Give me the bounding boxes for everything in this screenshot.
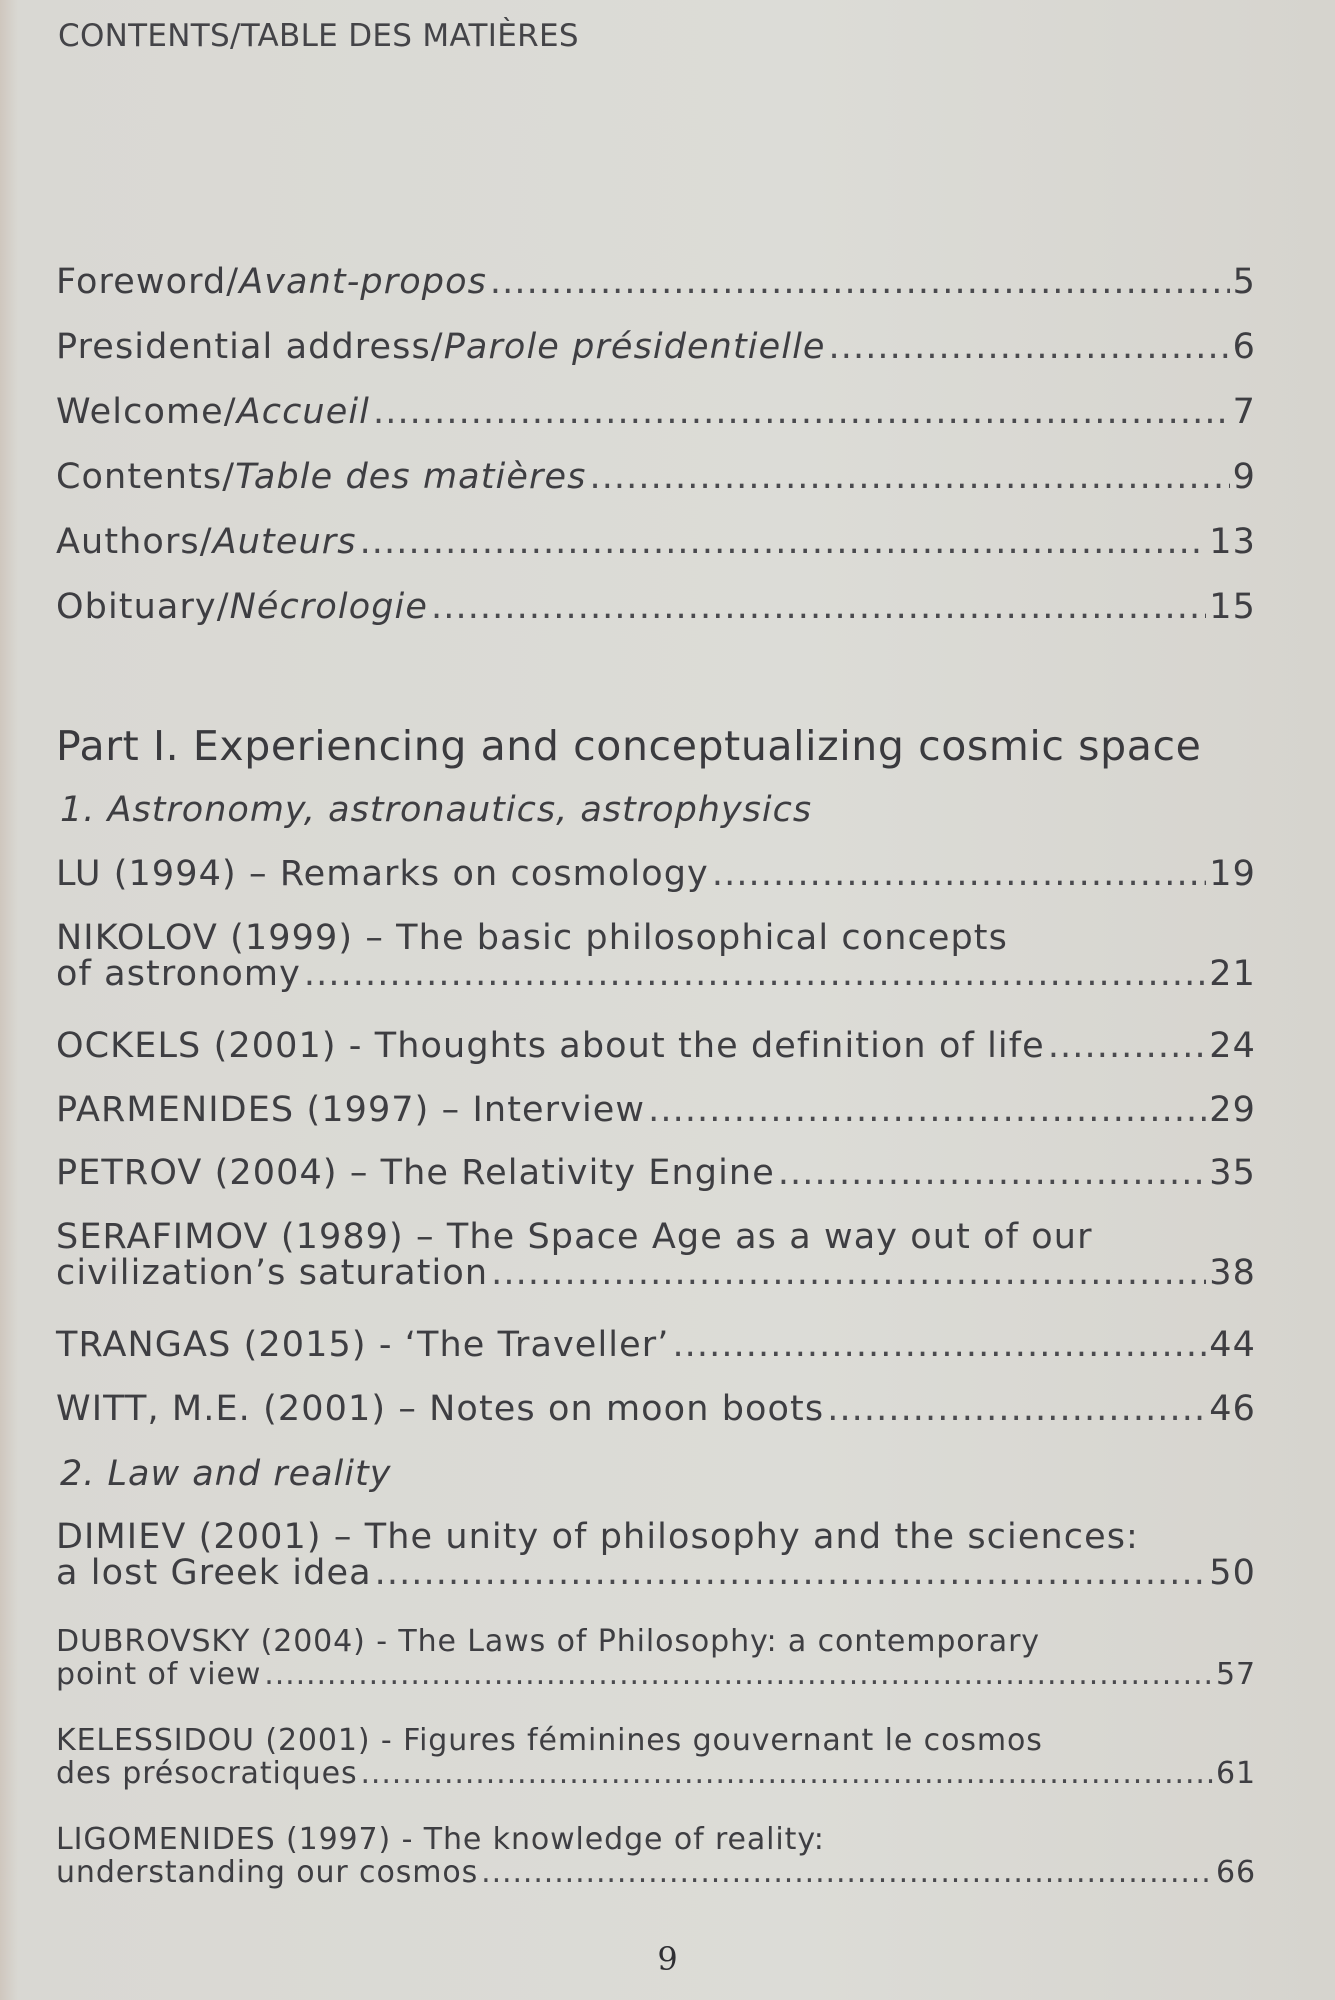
toc-entry-welcome[interactable]: Welcome/Accueil ..... 7 <box>56 392 1256 432</box>
toc-entry[interactable]: KELESSIDOU (2001) - Figures féminines gouvernant le cosmos des présocratiques ..... 61 <box>56 1723 1256 1791</box>
page-ref: 13 <box>1209 522 1256 562</box>
dot-leader <box>829 327 1230 367</box>
page-ref: 50 <box>1209 1553 1256 1593</box>
toc-entry[interactable]: NIKOLOV (1999) – The basic philosophical concepts of astronomy ..... 21 <box>56 918 1256 994</box>
page-ref: 6 <box>1232 327 1256 367</box>
page-ref: 38 <box>1209 1253 1256 1293</box>
toc-entry[interactable]: TRANGAS (2015) - ‘The Traveller’ ..... 44 <box>56 1325 1256 1365</box>
toc-entry[interactable]: PETROV (2004) – The Relativity Engine ..... 35 <box>56 1153 1256 1193</box>
toc-entry-contents[interactable]: Contents/Table des matières ..... 9 <box>56 457 1256 497</box>
toc-entry[interactable]: PARMENIDES (1997) – Interview ..... 29 <box>56 1090 1256 1130</box>
page-ref: 9 <box>1232 457 1256 497</box>
running-title: CONTENTS/TABLE DES MATIÈRES <box>58 18 579 54</box>
toc-entry[interactable]: SERAFIMOV (1989) – The Space Age as a way out of our civilization’s saturation ..... 38 <box>56 1217 1256 1293</box>
toc-entry[interactable]: OCKELS (2001) - Thoughts about the definition of life ..... 24 <box>56 1026 1256 1066</box>
section-heading: 2. Law and reality <box>60 1454 392 1494</box>
dot-leader <box>827 1389 1206 1429</box>
page-ref: 66 <box>1216 1855 1256 1890</box>
dot-leader <box>491 1253 1206 1293</box>
dot-leader <box>375 1553 1207 1593</box>
dot-leader <box>360 522 1207 562</box>
dot-leader <box>648 1090 1206 1130</box>
toc-entry[interactable]: LIGOMENIDES (1997) - The knowledge of reality: understanding our cosmos ..... 66 <box>56 1822 1256 1890</box>
toc-entry[interactable]: DUBROVSKY (2004) - The Laws of Philosophy: a contemporary point of view ..... 57 <box>56 1624 1256 1692</box>
page-ref: 15 <box>1209 587 1256 627</box>
toc-entry[interactable]: DIMIEV (2001) – The unity of philosophy and the sciences: a lost Greek idea ..... 50 <box>56 1517 1256 1593</box>
dot-leader <box>360 1756 1213 1791</box>
page-ref: 61 <box>1216 1756 1256 1791</box>
page-ref: 46 <box>1209 1389 1256 1429</box>
toc-entry-foreword[interactable]: Foreword/Avant-propos ..... 5 <box>56 262 1256 302</box>
dot-leader <box>778 1153 1206 1193</box>
page-ref: 7 <box>1232 392 1256 432</box>
dot-leader <box>481 1855 1213 1890</box>
dot-leader <box>373 392 1230 432</box>
page-ref: 57 <box>1216 1657 1256 1692</box>
dot-leader <box>304 954 1206 994</box>
page-ref: 21 <box>1209 954 1256 994</box>
page-ref: 29 <box>1209 1090 1256 1130</box>
page-ref: 35 <box>1209 1153 1256 1193</box>
dot-leader <box>712 854 1206 894</box>
page-ref: 5 <box>1232 262 1256 302</box>
dot-leader <box>490 262 1230 302</box>
page-ref: 24 <box>1209 1026 1256 1066</box>
section-heading: 1. Astronomy, astronautics, astrophysics <box>60 790 813 830</box>
toc-entry-authors[interactable]: Authors/Auteurs ..... 13 <box>56 522 1256 562</box>
page-ref: 44 <box>1209 1325 1256 1365</box>
toc-entry-obituary[interactable]: Obituary/Nécrologie ..... 15 <box>56 587 1256 627</box>
dot-leader <box>431 587 1206 627</box>
dot-leader <box>1048 1026 1206 1066</box>
dot-leader <box>672 1325 1206 1365</box>
dot-leader <box>264 1657 1213 1692</box>
part-heading: Part I. Experiencing and conceptualizing cosmic space <box>56 722 1202 770</box>
toc-entry[interactable]: WITT, M.E. (2001) – Notes on moon boots ..... 46 <box>56 1389 1256 1429</box>
page-ref: 19 <box>1209 854 1256 894</box>
page-number: 9 <box>657 1940 678 1978</box>
toc-entry-presidential-address[interactable]: Presidential address/Parole présidentielle ..... 6 <box>56 327 1256 367</box>
dot-leader <box>589 457 1229 497</box>
toc-entry[interactable]: LU (1994) – Remarks on cosmology ..... 19 <box>56 854 1256 894</box>
